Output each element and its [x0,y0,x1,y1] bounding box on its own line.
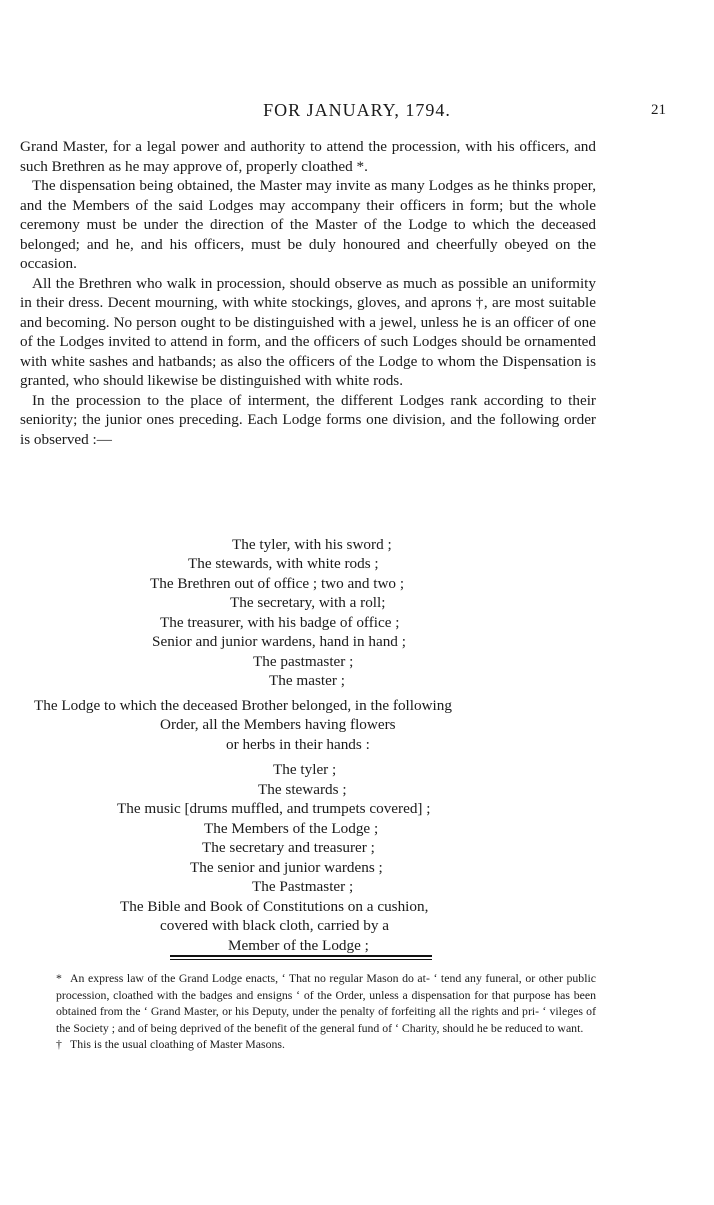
procession-line: or herbs in their hands : [226,736,370,753]
body-text [20,137,596,449]
procession-line: Member of the Lodge ; [228,937,369,954]
procession-line: covered with black cloth, carried by a [160,917,389,934]
paragraph: The dispensation being obtained, the Master may invite as many Lodges as he thinks proper, and the Members of the said Lodges may accompany their officers in form; but the whole ceremony must be under the direction of the Master of the Lodge to which the deceased belonged; and he, and his officers, must be duly honoured and cheerfully obeyed on the occasion. [20,177,596,272]
procession-line: The pastmaster ; [253,653,354,670]
footnotes [56,970,596,1053]
running-header [0,100,714,124]
footnote [56,970,596,1036]
footnote-mark: † [56,1037,62,1051]
footnote-text: This is the usual cloathing of Master Masons. [70,1037,285,1051]
paragraph: Grand Master, for a legal power and authority to attend the procession, with his officers, and such Brethren as he may approve of, properly cloathed *. [20,138,596,175]
procession-line: The tyler ; [273,761,337,778]
page-number: 21 [651,102,666,118]
paragraph: All the Brethren who walk in procession, should observe as much as possible an uniformity in their dress. Decent mourning, with white stockings, gloves, and aprons †, are most suitable and becoming. No person ought to be distinguished with a jewel, unless he is an officer of one of the Lodges invited to attend in form, and the officers of such Lodges should be ornamented with white sashes and hatbands; as also the officers of the Lodge to whom the Dispensation is granted, who should likewise be distinguished with white rods. [20,274,596,389]
paragraph: In the procession to the place of interment, the different Lodges rank according to their seniority; the junior ones preceding. Each Lodge forms one division, and the following order is observed :— [20,391,596,448]
procession-line: The Members of the Lodge ; [204,820,379,837]
procession-line: The secretary, with a roll; [230,594,386,611]
procession-line: The secretary and treasurer ; [202,839,375,856]
procession-line: The music [drums muffled, and trumpets covered] ; [117,800,431,817]
procession-line: The senior and junior wardens ; [190,859,383,876]
footnote-divider [170,955,432,960]
procession-line: The Brethren out of office ; two and two ; [150,575,405,592]
procession-line: The Lodge to which the deceased Brother belonged, in the following [34,697,452,714]
procession-line: The tyler, with his sword ; [232,536,392,553]
procession-line: The Bible and Book of Constitutions on a cushion, [120,898,429,915]
procession-line: The stewards, with white rods ; [188,555,379,572]
procession-line: The Pastmaster ; [252,878,354,895]
procession-line: Order, all the Members having flowers [160,716,396,733]
procession-line: The stewards ; [258,781,347,798]
footnote-mark: * [56,971,62,985]
footnote-text: An express law of the Grand Lodge enacts, ‘ That no regular Mason do at- ‘ tend any funeral, or other public procession, cloathed with the badges and ensigns ‘ of the Order, unless a dispensation for that purpose has been obtained from the ‘ Grand Master, or his Deputy, under the penalty of forfeiting all the rights and pri- ‘ vileges of the Society ; and of being deprived of the benefit of the general fund of ‘ Charity, should he be reduced to want. [56,971,596,1035]
procession-line: Senior and junior wardens, hand in hand ; [152,633,406,650]
footnote [56,1036,596,1053]
procession-line: The master ; [269,672,345,689]
procession-line: The treasurer, with his badge of office ; [160,614,400,631]
header-title: FOR JANUARY, 1794. [263,100,451,120]
